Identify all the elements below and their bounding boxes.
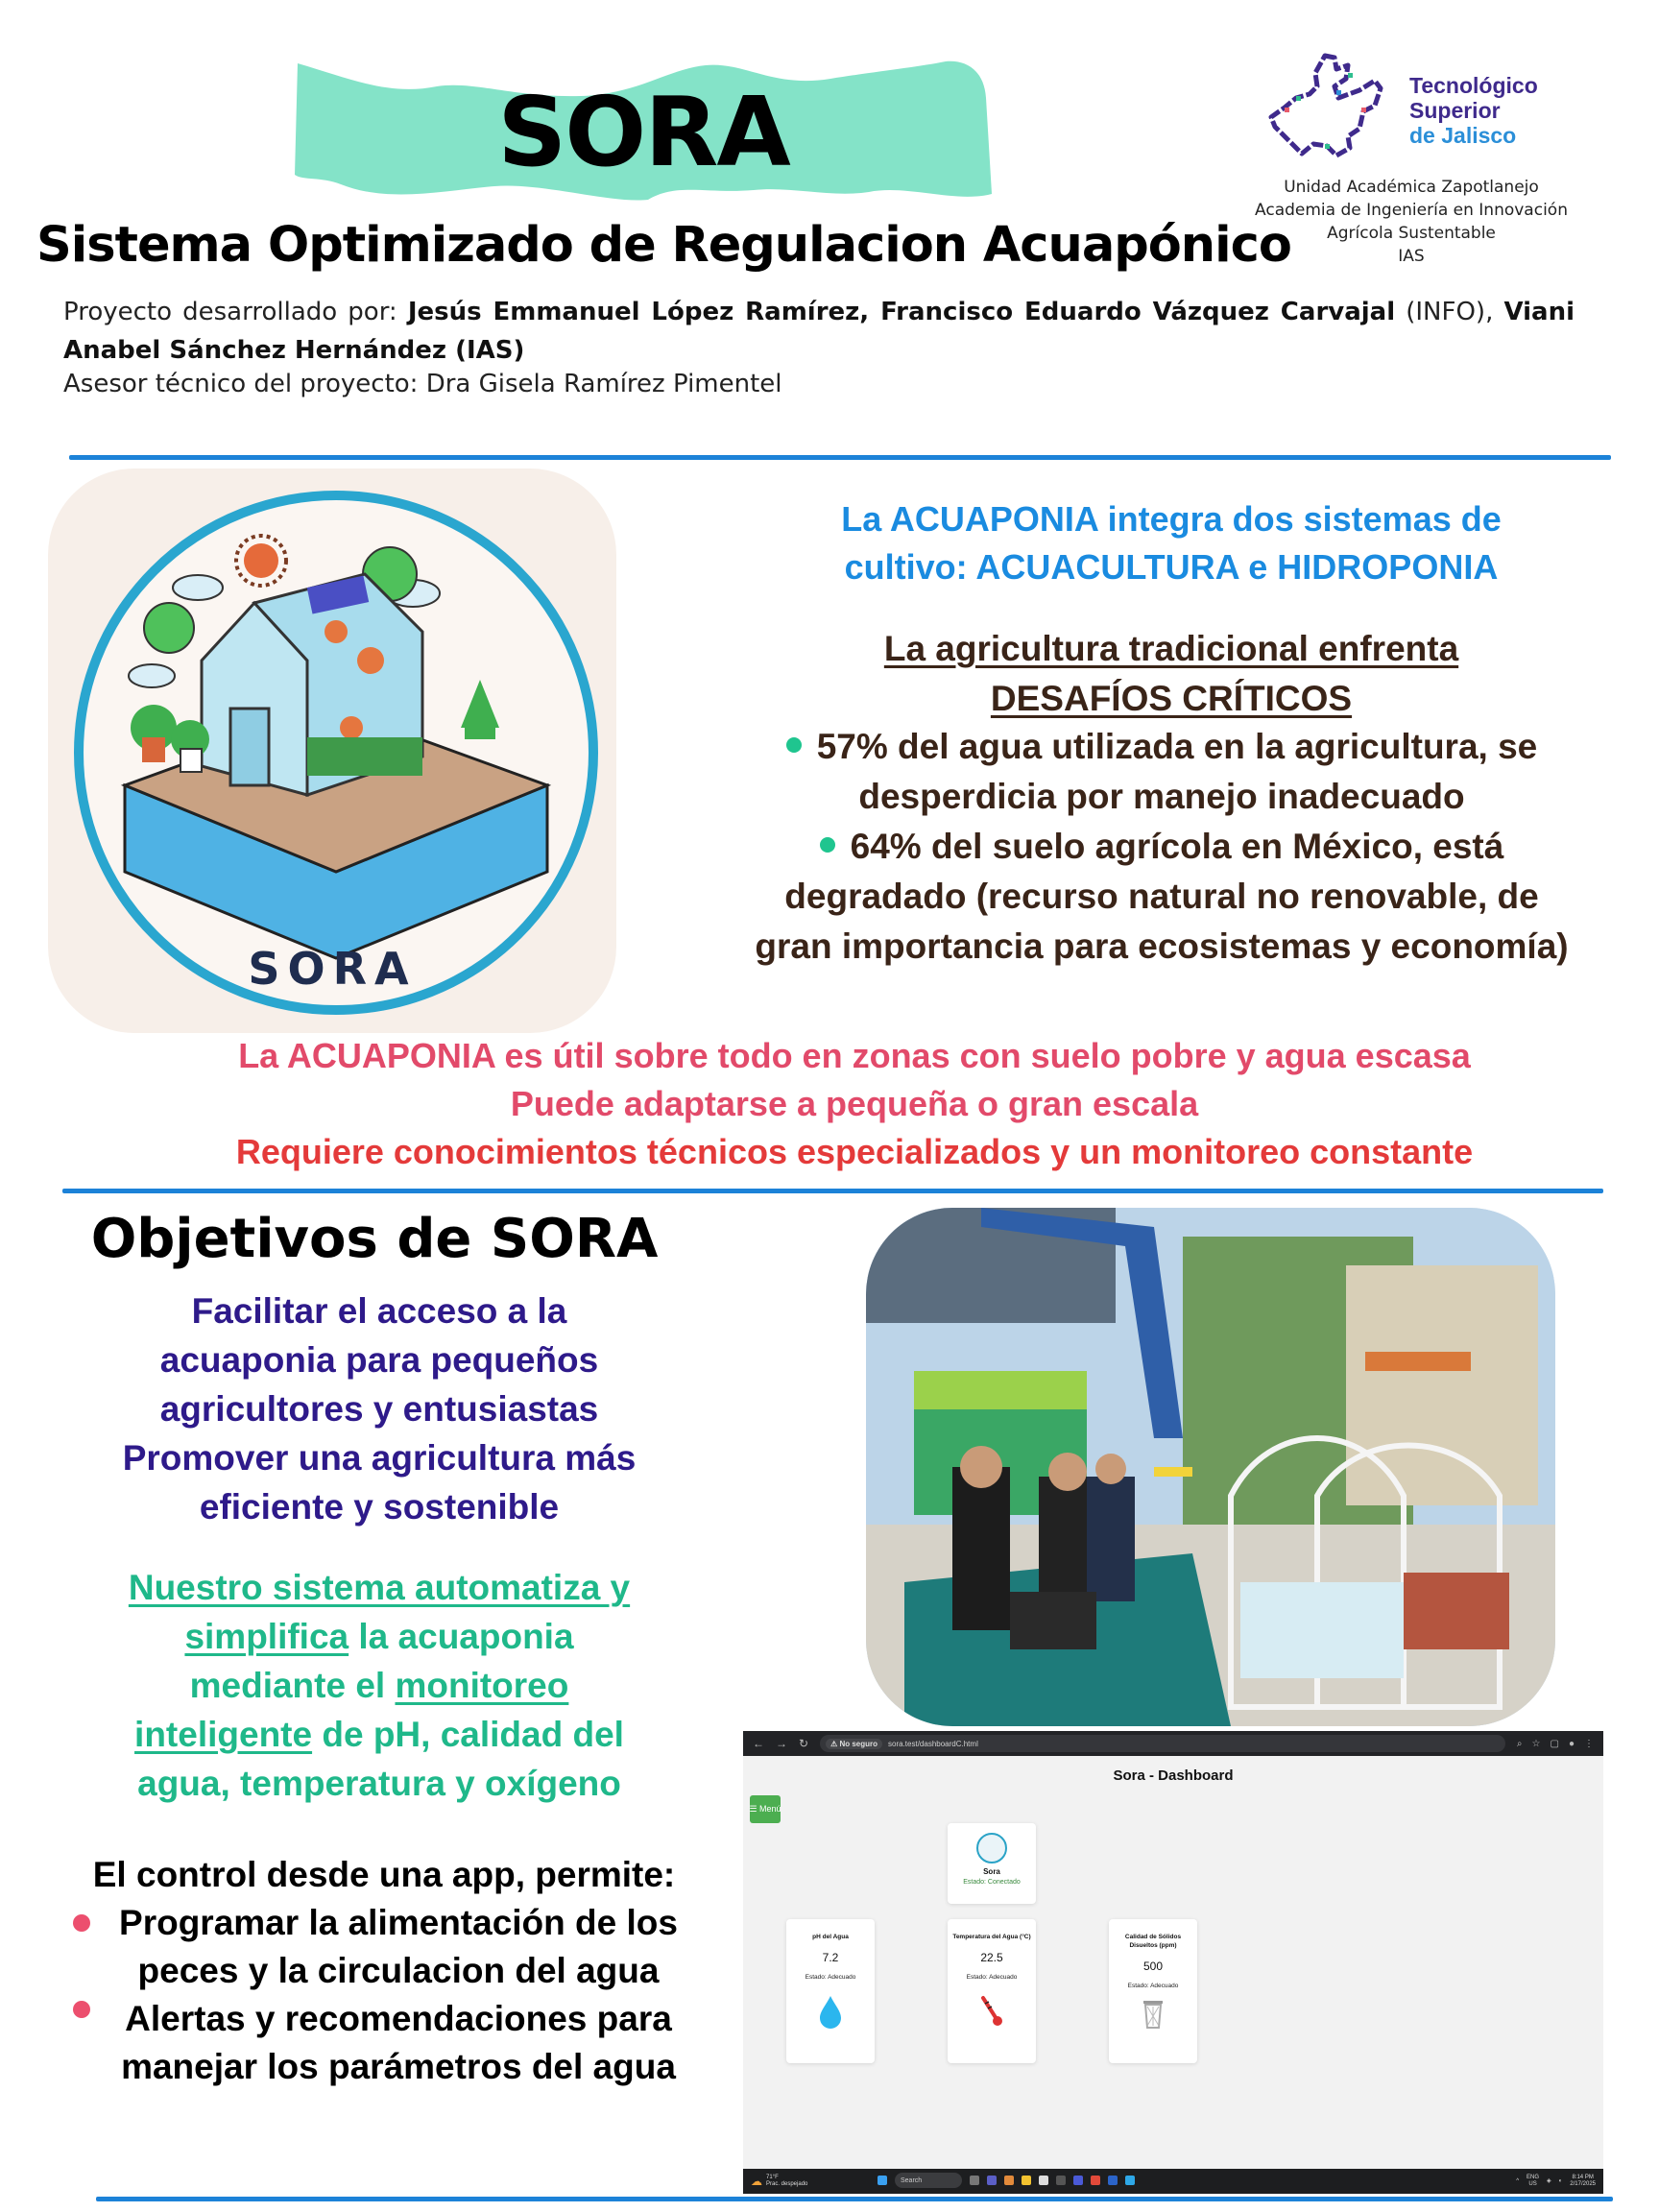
challenges-heading-line1: La agricultura tradicional enfrenta	[883, 629, 1459, 668]
teams-icon[interactable]	[987, 2176, 997, 2185]
developed-by-label: Proyecto desarrollado por:	[63, 298, 397, 326]
control-item	[58, 1995, 710, 2091]
language-region: US	[1528, 2181, 1537, 2187]
institution-name	[1409, 73, 1538, 148]
file-explorer-icon[interactable]	[1022, 2176, 1031, 2185]
objectives-list	[58, 1286, 701, 1531]
extensions-icon[interactable]: ▢	[1550, 1738, 1559, 1749]
metric-value: 7.2	[822, 1951, 839, 1964]
institution-academy-line2: Agrícola Sustentable	[1327, 224, 1496, 243]
bullet-icon	[820, 837, 835, 853]
windows-start-icon[interactable]	[878, 2176, 887, 2185]
device-card[interactable]	[948, 1823, 1036, 1904]
challenge-item	[730, 722, 1594, 772]
system-tray	[1516, 2175, 1596, 2188]
control-list	[58, 1899, 710, 2091]
metric-status: Estado: Adecuado	[805, 1974, 856, 1981]
water-drop-icon	[816, 1994, 845, 2029]
back-icon[interactable]: ←	[753, 1737, 764, 1750]
institution-name-line3: de Jalisco	[1409, 123, 1517, 148]
clock[interactable]	[1570, 2175, 1596, 2188]
section-divider	[62, 1189, 1603, 1193]
profile-icon[interactable]: ●	[1568, 1738, 1575, 1749]
poster-subtitle: Sistema Optimizado de Regulacion Acuapónico	[36, 217, 1291, 274]
objectives-title: Objetivos de SORA	[90, 1208, 659, 1270]
system-highlight: monitoreo	[395, 1666, 569, 1705]
app-icon[interactable]	[1056, 2176, 1066, 2185]
taskbar-search-label: Search	[901, 2176, 923, 2184]
clock-time: 8:14 PM	[1572, 2175, 1594, 2180]
control-item-line: Programar la alimentación de los	[119, 1903, 678, 1942]
control-item-line: Alertas y recomendaciones para	[125, 1999, 672, 2038]
challenge-text: 64% del suelo agrícola en México, está	[850, 827, 1504, 866]
metric-label: pH del Agua	[812, 1934, 849, 1940]
weather-icon: ☁	[751, 2174, 762, 2188]
bullet-icon	[73, 2001, 90, 2018]
bullet-icon	[73, 1914, 90, 1932]
institution-name-line1: Tecnológico	[1409, 73, 1538, 98]
metric-label: Calidad de Sólidos Disueltos (ppm)	[1124, 1934, 1182, 1949]
challenge-item	[730, 822, 1594, 872]
system-highlight: simplifica	[184, 1617, 349, 1656]
sora-logo-label: SORA	[248, 943, 417, 995]
system-highlight: Nuestro sistema automatiza y	[128, 1568, 631, 1607]
forward-icon[interactable]: →	[776, 1737, 787, 1750]
browser-toolbar	[743, 1731, 1603, 1756]
institution-abbr: IAS	[1398, 247, 1425, 266]
more-icon[interactable]: ⋮	[1584, 1738, 1594, 1749]
institution-academy-line1: Academia de Ingeniería en Innovación	[1255, 201, 1568, 220]
objective-line: Promover una agricultura más	[122, 1438, 637, 1478]
windows-taskbar	[743, 2169, 1603, 2194]
statement-2: Puede adaptarse a pequeña o gran escala	[510, 1084, 1199, 1123]
address-bar[interactable]	[820, 1735, 1505, 1752]
credits	[63, 293, 1575, 370]
challenge-item-cont: desperdicia por manejo inadecuado	[858, 777, 1465, 816]
taskbar-weather[interactable]	[751, 2175, 807, 2188]
language-code: ENG	[1527, 2175, 1540, 2180]
institution-logo-icon	[1267, 48, 1392, 168]
wifi-icon[interactable]: ◈	[1547, 2177, 1551, 2184]
metric-value: 22.5	[980, 1951, 1003, 1964]
metric-status: Estado: Adecuado	[966, 1974, 1018, 1981]
control-item	[58, 1899, 710, 1995]
institution-name-line2: Superior	[1409, 98, 1501, 123]
system-highlight: inteligente	[134, 1715, 313, 1754]
store-icon[interactable]	[1039, 2176, 1048, 2185]
system-text: de pH, calidad del	[312, 1715, 624, 1754]
developers: Jesús Emmanuel López Ramírez, Francisco Eduardo Vázquez Carvajal	[407, 298, 1396, 326]
dashboard-screenshot	[743, 1731, 1603, 2194]
challenges-heading-line2: DESAFÍOS CRÍTICOS	[990, 679, 1353, 718]
objective-line: agricultores y entusiastas	[159, 1389, 599, 1429]
challenges-list	[730, 722, 1594, 972]
control-item-line: peces y la circulacion del agua	[137, 1951, 660, 1990]
intro-text	[758, 495, 1584, 591]
advisor: Asesor técnico del proyecto: Dra Gisela Ramírez Pimentel	[63, 370, 782, 398]
menu-button[interactable]: ☰ Menú	[750, 1795, 781, 1823]
institution-unit: Unidad Académica Zapotlanejo	[1284, 178, 1539, 197]
control-item-line: manejar los parámetros del agua	[121, 2047, 676, 2086]
security-badge[interactable]: ⚠ No seguro	[826, 1739, 882, 1749]
taskbar-apps	[878, 2173, 1135, 2188]
section-divider	[69, 455, 1611, 460]
metric-card-ph[interactable]	[786, 1919, 875, 2063]
device-name: Sora	[983, 1867, 1000, 1876]
developers-dept: (INFO),	[1406, 298, 1494, 326]
reload-icon[interactable]: ↻	[799, 1737, 809, 1750]
weather-temp: 71°F	[766, 2175, 779, 2180]
copilot-icon[interactable]	[1004, 2176, 1014, 2185]
intro-line2: cultivo: ACUACULTURA e HIDROPONIA	[844, 547, 1499, 587]
sora-logo-card	[48, 469, 616, 1033]
star-icon[interactable]: ☆	[1531, 1738, 1541, 1749]
device-avatar	[976, 1833, 1007, 1863]
intro-line1: La ACUAPONIA integra dos sistemas de	[841, 499, 1502, 539]
metric-label: Temperatura del Agua (°C)	[952, 1934, 1031, 1940]
exhibition-photo-image	[866, 1208, 1555, 1726]
statement-1: La ACUAPONIA es útil sobre todo en zonas con suelo pobre y agua escasa	[238, 1036, 1471, 1075]
metric-status: Estado: Adecuado	[1127, 1983, 1179, 1989]
institution-details	[1248, 176, 1575, 268]
challenge-text: 57% del agua utilizada en la agricultura, se	[816, 727, 1538, 766]
system-text: mediante el	[189, 1666, 396, 1705]
objective-line: acuaponia para pequeños	[159, 1340, 599, 1380]
chrome-icon[interactable]	[1091, 2176, 1100, 2185]
bullet-icon	[786, 737, 802, 753]
control-heading: El control desde una app, permite:	[92, 1855, 676, 1894]
url-text[interactable]: sora.test/dashboardC.html	[888, 1739, 978, 1748]
app-icon[interactable]	[1073, 2176, 1083, 2185]
metric-card-tds[interactable]	[1109, 1919, 1197, 2063]
zoom-icon[interactable]: ⌕	[1516, 1738, 1523, 1749]
metric-card-temperature[interactable]	[948, 1919, 1036, 2063]
weather-desc: Prac. despejado	[766, 2181, 808, 2187]
app-icon[interactable]	[1125, 2176, 1135, 2185]
word-icon[interactable]	[1108, 2176, 1118, 2185]
clock-date: 2/17/2025	[1570, 2181, 1596, 2187]
language-indicator[interactable]	[1527, 2175, 1539, 2188]
dashboard-title: Sora - Dashboard	[1113, 1767, 1234, 1784]
challenges-heading	[758, 624, 1584, 724]
thermometer-icon	[977, 1994, 1006, 2029]
challenge-item-cont: degradado (recurso natural no renovable, de	[784, 877, 1539, 916]
developer-last: Viani Anabel Sánchez Hernández (IAS)	[63, 298, 1575, 365]
section-divider	[96, 2197, 1613, 2201]
statement-3: Requiere conocimientos técnicos especializados y un monitoreo constante	[235, 1132, 1474, 1171]
challenge-item-cont: gran importancia para ecosistemas y economía)	[755, 926, 1569, 966]
volume-icon[interactable]: ◐	[1558, 2177, 1563, 2184]
system-text: agua, temperatura y oxígeno	[137, 1764, 621, 1803]
poster-title: SORA	[497, 76, 789, 188]
device-status: Estado: Conectado	[963, 1879, 1021, 1886]
browser-actions	[1517, 1739, 1594, 1749]
exhibition-photo	[866, 1208, 1555, 1726]
task-view-icon[interactable]	[970, 2176, 979, 2185]
metric-value: 500	[1142, 1960, 1164, 1973]
tray-chevron-icon[interactable]: ^	[1516, 2177, 1520, 2184]
trash-bin-icon	[1139, 1997, 1167, 2032]
objective-line: Facilitar el acceso a la	[191, 1291, 567, 1331]
system-description	[58, 1563, 701, 1808]
taskbar-search[interactable]	[895, 2173, 962, 2188]
system-text: la acuaponia	[349, 1617, 574, 1656]
objective-line: eficiente y sostenible	[199, 1487, 560, 1527]
